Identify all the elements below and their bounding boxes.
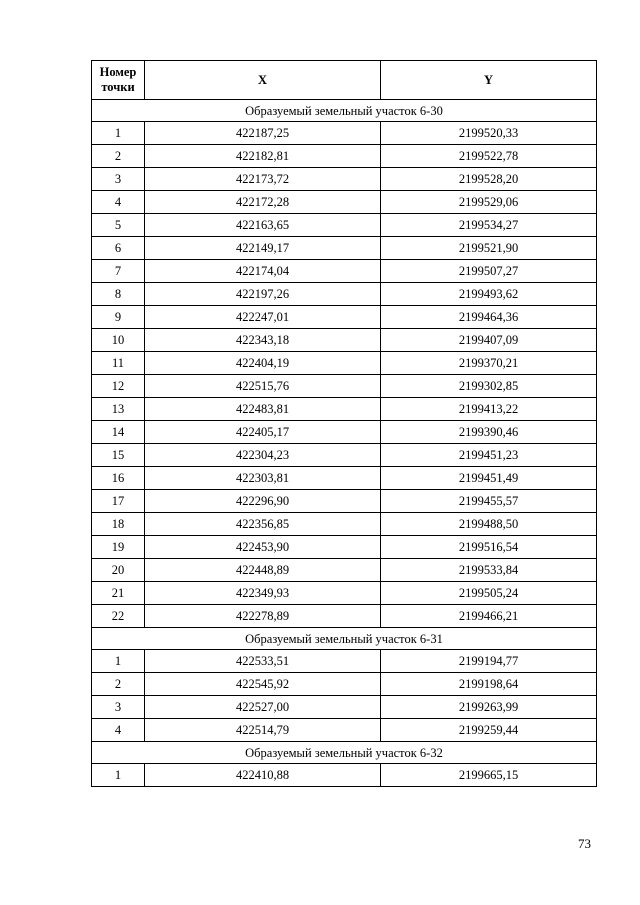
y-coordinate-cell: 2199488,50 [381,513,597,536]
y-coordinate-cell: 2199198,64 [381,673,597,696]
y-coordinate-cell: 2199533,84 [381,559,597,582]
x-coordinate-cell: 422296,90 [145,490,381,513]
point-number-cell: 8 [92,283,145,306]
y-coordinate-cell: 2199455,57 [381,490,597,513]
page-number: 73 [578,836,591,851]
point-number-cell: 18 [92,513,145,536]
point-number-cell: 13 [92,398,145,421]
y-coordinate-cell: 2199505,24 [381,582,597,605]
point-number-cell: 1 [92,764,145,787]
y-coordinate-cell: 2199451,23 [381,444,597,467]
y-coordinate-cell: 2199534,27 [381,214,597,237]
table-row [92,214,597,237]
point-number-cell: 3 [92,168,145,191]
x-coordinate-cell: 422349,93 [145,582,381,605]
y-header: Y [381,61,597,100]
table-row [92,444,597,467]
table-row [92,237,597,260]
point-number-cell: 22 [92,605,145,628]
table-row [92,168,597,191]
table-row [92,582,597,605]
y-coordinate-cell: 2199390,46 [381,421,597,444]
x-coordinate-cell: 422453,90 [145,536,381,559]
y-coordinate-cell: 2199516,54 [381,536,597,559]
y-coordinate-cell: 2199451,49 [381,467,597,490]
x-coordinate-cell: 422514,79 [145,719,381,742]
section-title: Образуемый земельный участок 6-30 [92,100,597,122]
x-header: X [145,61,381,100]
header-row [92,61,597,100]
point-number-cell: 1 [92,650,145,673]
point-number-cell: 20 [92,559,145,582]
y-coordinate-cell: 2199466,21 [381,605,597,628]
x-coordinate-cell: 422278,89 [145,605,381,628]
point-number-cell: 5 [92,214,145,237]
point-number-cell: 6 [92,237,145,260]
coordinates-table [91,60,597,787]
x-coordinate-cell: 422304,23 [145,444,381,467]
point-number-cell: 16 [92,467,145,490]
table-row [92,375,597,398]
x-coordinate-cell: 422174,04 [145,260,381,283]
x-coordinate-cell: 422303,81 [145,467,381,490]
table-row [92,673,597,696]
section-title: Образуемый земельный участок 6-31 [92,628,597,650]
point-number-cell: 12 [92,375,145,398]
point-number-cell: 15 [92,444,145,467]
y-coordinate-cell: 2199522,78 [381,145,597,168]
y-coordinate-cell: 2199507,27 [381,260,597,283]
x-coordinate-cell: 422533,51 [145,650,381,673]
section-row [92,742,597,764]
point-number-cell: 10 [92,329,145,352]
x-coordinate-cell: 422404,19 [145,352,381,375]
y-coordinate-cell: 2199263,99 [381,696,597,719]
x-coordinate-cell: 422187,25 [145,122,381,145]
x-coordinate-cell: 422163,65 [145,214,381,237]
x-coordinate-cell: 422410,88 [145,764,381,787]
point-number-cell: 9 [92,306,145,329]
y-coordinate-cell: 2199529,06 [381,191,597,214]
table-row [92,536,597,559]
y-coordinate-cell: 2199520,33 [381,122,597,145]
table-row [92,467,597,490]
table-row [92,191,597,214]
y-coordinate-cell: 2199302,85 [381,375,597,398]
table-row [92,719,597,742]
point-number-cell: 11 [92,352,145,375]
point-number-cell: 14 [92,421,145,444]
point-number-header-line2: точки [101,80,135,94]
point-number-cell: 1 [92,122,145,145]
x-coordinate-cell: 422149,17 [145,237,381,260]
table-row [92,306,597,329]
table-row [92,421,597,444]
y-coordinate-cell: 2199464,36 [381,306,597,329]
table-row [92,260,597,283]
y-coordinate-cell: 2199528,20 [381,168,597,191]
x-coordinate-cell: 422405,17 [145,421,381,444]
y-coordinate-cell: 2199665,15 [381,764,597,787]
table-row [92,145,597,168]
y-coordinate-cell: 2199413,22 [381,398,597,421]
x-coordinate-cell: 422527,00 [145,696,381,719]
table-row [92,650,597,673]
table-row [92,764,597,787]
point-number-cell: 2 [92,145,145,168]
point-number-cell: 19 [92,536,145,559]
x-coordinate-cell: 422172,28 [145,191,381,214]
section-title: Образуемый земельный участок 6-32 [92,742,597,764]
x-coordinate-cell: 422343,18 [145,329,381,352]
table-body [92,100,597,787]
point-number-cell: 4 [92,719,145,742]
table-row [92,490,597,513]
table-row [92,559,597,582]
x-coordinate-cell: 422173,72 [145,168,381,191]
section-row [92,628,597,650]
section-row [92,100,597,122]
x-coordinate-cell: 422356,85 [145,513,381,536]
x-coordinate-cell: 422448,89 [145,559,381,582]
point-number-header-line1: Номер [99,65,137,79]
x-coordinate-cell: 422515,76 [145,375,381,398]
table-row [92,352,597,375]
x-coordinate-cell: 422483,81 [145,398,381,421]
point-number-cell: 21 [92,582,145,605]
table-header [92,61,597,100]
y-coordinate-cell: 2199521,90 [381,237,597,260]
y-coordinate-cell: 2199194,77 [381,650,597,673]
table-row [92,696,597,719]
point-number-cell: 7 [92,260,145,283]
y-coordinate-cell: 2199259,44 [381,719,597,742]
table-row [92,122,597,145]
y-coordinate-cell: 2199370,21 [381,352,597,375]
x-coordinate-cell: 422197,26 [145,283,381,306]
table-row [92,283,597,306]
y-coordinate-cell: 2199407,09 [381,329,597,352]
point-number-cell: 17 [92,490,145,513]
table-row [92,329,597,352]
x-coordinate-cell: 422247,01 [145,306,381,329]
table-row [92,513,597,536]
x-coordinate-cell: 422182,81 [145,145,381,168]
y-coordinate-cell: 2199493,62 [381,283,597,306]
table-row [92,605,597,628]
point-number-cell: 3 [92,696,145,719]
table-row [92,398,597,421]
point-number-cell: 4 [92,191,145,214]
point-number-header [92,61,145,100]
point-number-cell: 2 [92,673,145,696]
x-coordinate-cell: 422545,92 [145,673,381,696]
